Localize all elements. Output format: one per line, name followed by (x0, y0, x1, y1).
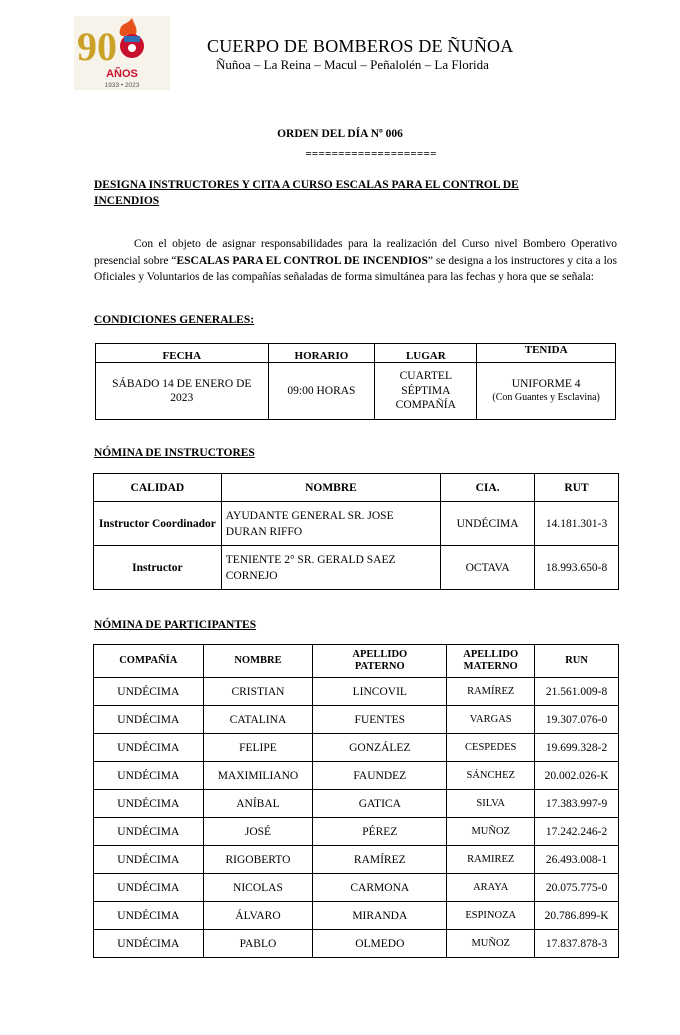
cell-paterno: FAUNDEZ (313, 762, 447, 790)
cell-materno: CESPEDES (447, 734, 535, 762)
cell-fecha: SÁBADO 14 DE ENERO DE 2023 (96, 363, 269, 420)
cell-run: 17.242.246-2 (535, 818, 619, 846)
intro-text-1: Con el objeto de asignar responsabilidades para la realización del Curso nivel Bombero Operativo presencial sobre “ (94, 238, 617, 267)
table-row (94, 902, 619, 930)
cell-compania: UNDÉCIMA (94, 762, 204, 790)
cell-compania: UNDÉCIMA (94, 818, 204, 846)
cell-compania: UNDÉCIMA (94, 678, 204, 706)
cell-run: 20.002.026-K (535, 762, 619, 790)
cell-nombre: NICOLAS (203, 874, 313, 902)
participants-heading: NÓMINA DE PARTICIPANTES (94, 619, 257, 631)
cell-horario: 09:00 HORAS (268, 363, 375, 420)
table-row (96, 363, 616, 420)
cell-run: 17.383.997-9 (535, 790, 619, 818)
cell-materno: SÁNCHEZ (447, 762, 535, 790)
cell-paterno: OLMEDO (313, 930, 447, 958)
cell-run: 17.837.878-3 (535, 930, 619, 958)
table-row (94, 790, 619, 818)
col-nombre: NOMBRE (221, 474, 440, 502)
cell-materno: ARAYA (447, 874, 535, 902)
participants-body (94, 678, 619, 958)
cell-rut: 18.993.650-8 (535, 546, 619, 590)
table-row (94, 846, 619, 874)
cell-compania: UNDÉCIMA (94, 734, 204, 762)
cell-nombre: PABLO (203, 930, 313, 958)
table-row (94, 502, 619, 546)
col-cia: CIA. (441, 474, 535, 502)
cell-nombre: RIGOBERTO (203, 846, 313, 874)
table-row (94, 546, 619, 590)
cell-tenida (477, 363, 616, 420)
cell-cia: UNDÉCIMA (441, 502, 535, 546)
cell-nombre: CRISTIAN (203, 678, 313, 706)
cell-nombre: AYUDANTE GENERAL SR. JOSE DURAN RIFFO (221, 502, 440, 546)
cell-materno: ESPINOZA (447, 902, 535, 930)
cell-paterno: GONZÁLEZ (313, 734, 447, 762)
col-nombre: NOMBRE (203, 645, 313, 678)
cell-materno: SILVA (447, 790, 535, 818)
cell-calidad: Instructor (94, 546, 222, 590)
cell-run: 20.786.899-K (535, 902, 619, 930)
table-row (94, 762, 619, 790)
col-materno: APELLIDO MATERNO (447, 645, 535, 678)
col-calidad: CALIDAD (94, 474, 222, 502)
cell-materno: MUÑOZ (447, 930, 535, 958)
cell-compania: UNDÉCIMA (94, 874, 204, 902)
logo-years: 1933 • 2023 (104, 82, 140, 89)
cell-materno: RAMIREZ (447, 846, 535, 874)
table-row (94, 874, 619, 902)
table-header-row (94, 645, 619, 678)
intro-paragraph (94, 236, 617, 286)
cell-run: 21.561.009-8 (535, 678, 619, 706)
tenida-value: UNIFORME 4 (511, 377, 581, 390)
logo-number: 90 (77, 24, 117, 69)
org-name: CUERPO DE BOMBEROS DE ÑUÑOA (207, 36, 514, 56)
cell-paterno: FUENTES (313, 706, 447, 734)
cell-nombre: CATALINA (203, 706, 313, 734)
table-header-row (96, 344, 616, 363)
table-row (94, 930, 619, 958)
cell-compania: UNDÉCIMA (94, 930, 204, 958)
conditions-heading: CONDICIONES GENERALES: (94, 314, 255, 326)
conditions-table (95, 343, 616, 420)
cell-paterno: MIRANDA (313, 902, 447, 930)
table-row (94, 818, 619, 846)
intro-course-name: ESCALAS PARA EL CONTROL DE INCENDIOS (176, 254, 428, 267)
cell-paterno: GATICA (313, 790, 447, 818)
main-heading: DESIGNA INSTRUCTORES Y CITA A CURSO ESCALAS PARA EL CONTROL DE INCENDIOS (94, 179, 519, 207)
col-paterno: APELLIDO PATERNO (313, 645, 447, 678)
cell-calidad: Instructor Coordinador (94, 502, 222, 546)
cell-cia: OCTAVA (441, 546, 535, 590)
cell-nombre: ÁLVARO (203, 902, 313, 930)
col-compania: COMPAÑÍA (94, 645, 204, 678)
cell-paterno: LINCOVIL (313, 678, 447, 706)
cell-materno: VARGAS (447, 706, 535, 734)
cell-nombre: JOSÉ (203, 818, 313, 846)
cell-nombre: ANÍBAL (203, 790, 313, 818)
participants-table (93, 644, 619, 958)
col-tenida: TENIDA (477, 344, 616, 363)
anniversary-logo (74, 16, 170, 90)
cell-paterno: PÉREZ (313, 818, 447, 846)
cell-compania: UNDÉCIMA (94, 902, 204, 930)
cell-paterno: RAMÍREZ (313, 846, 447, 874)
col-fecha: FECHA (96, 344, 269, 363)
cell-compania: UNDÉCIMA (94, 846, 204, 874)
cell-run: 19.307.076-0 (535, 706, 619, 734)
cell-lugar: CUARTEL SÉPTIMA COMPAÑÍA (375, 363, 477, 420)
cell-run: 26.493.008-1 (535, 846, 619, 874)
cell-rut: 14.181.301-3 (535, 502, 619, 546)
col-run: RUN (535, 645, 619, 678)
instructors-table (93, 473, 619, 590)
table-header-row (94, 474, 619, 502)
cell-run: 20.075.775-0 (535, 874, 619, 902)
cell-nombre: MAXIMILIANO (203, 762, 313, 790)
instructors-heading: NÓMINA DE INSTRUCTORES (94, 447, 255, 459)
cell-materno: MUÑOZ (447, 818, 535, 846)
table-row (94, 734, 619, 762)
cell-compania: UNDÉCIMA (94, 790, 204, 818)
order-separator: ==================== (305, 148, 437, 160)
fire-brigade-emblem-icon (120, 34, 144, 58)
cell-compania: UNDÉCIMA (94, 706, 204, 734)
table-row (94, 678, 619, 706)
col-lugar: LUGAR (375, 344, 477, 363)
org-communes: Ñuñoa – La Reina – Macul – Peñalolén – La Florida (216, 57, 489, 72)
cell-materno: RAMÍREZ (447, 678, 535, 706)
cell-nombre: TENIENTE 2° SR. GERALD SAEZ CORNEJO (221, 546, 440, 590)
cell-nombre: FELIPE (203, 734, 313, 762)
order-title: ORDEN DEL DÍA Nº 006 (277, 128, 403, 140)
cell-paterno: CARMONA (313, 874, 447, 902)
table-row (94, 706, 619, 734)
col-horario: HORARIO (268, 344, 375, 363)
logo-anos: AÑOS (106, 68, 138, 80)
cell-run: 19.699.328-2 (535, 734, 619, 762)
col-rut: RUT (535, 474, 619, 502)
tenida-note: (Con Guantes y Esclavina) (492, 392, 600, 403)
intro-text-2: ” se designa a los instructores y cita a los Oficiales y Voluntarios de las compañías señaladas de forma simultánea para las fechas y hora que se señala: (94, 254, 617, 283)
